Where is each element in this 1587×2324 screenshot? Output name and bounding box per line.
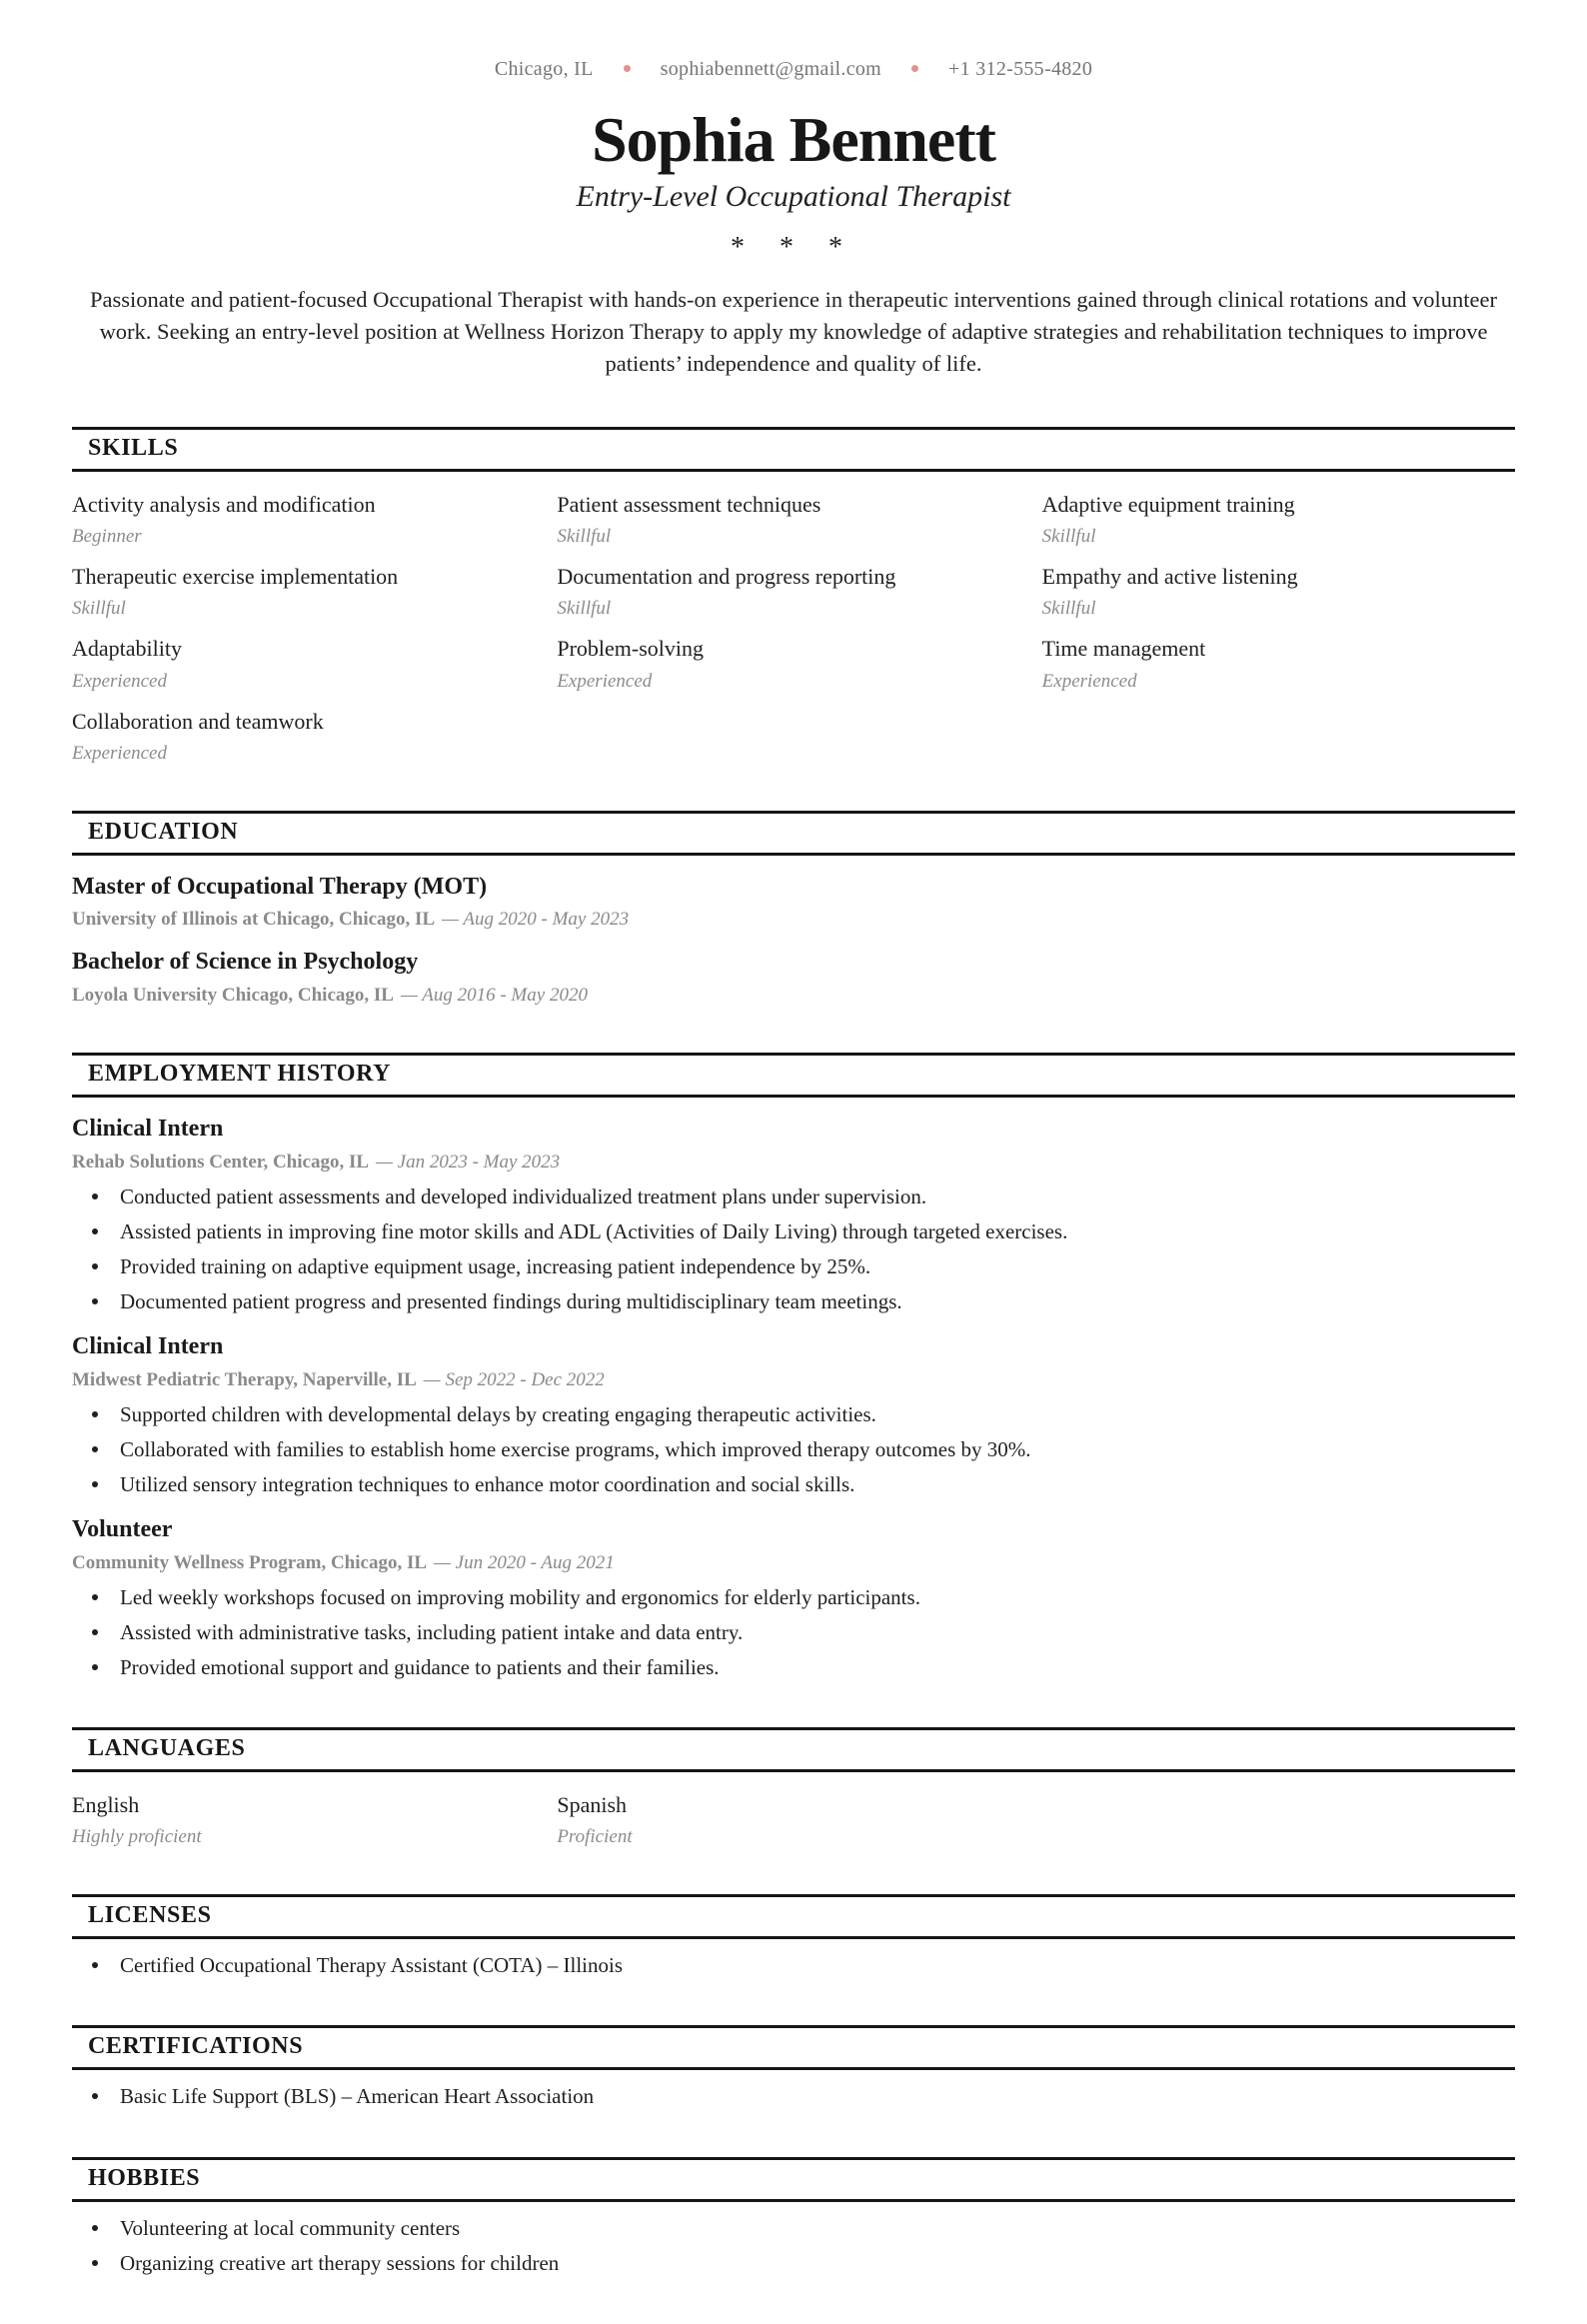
language-name: English (72, 1792, 140, 1818)
skill-level: Beginner (72, 525, 142, 547)
hobby-item: Volunteering at local community centers (72, 2214, 1515, 2242)
contact-email: sophiabennett@gmail.com (660, 58, 882, 80)
skill-name: Empathy and active listening (1041, 563, 1298, 589)
skill-item (557, 636, 1029, 692)
certifications-section (72, 2025, 1515, 2110)
job-bullet: Conducted patient assessments and developed individualized treatment plans under supervision. (72, 1182, 1515, 1210)
section-header-certifications (72, 2025, 1515, 2070)
employment-section (72, 1053, 1515, 1681)
education-meta (72, 985, 1515, 1007)
section-title: EDUCATION (88, 818, 239, 845)
school-name: University of Illinois at Chicago, Chicago, IL (72, 909, 436, 931)
school-name: Loyola University Chicago, Chicago, IL (72, 985, 394, 1006)
job-bullet: Provided training on adaptive equipment usage, increasing patient independence by 25%. (72, 1252, 1515, 1280)
skill-level: Skillful (1041, 598, 1096, 620)
skill-level: Skillful (1041, 525, 1096, 547)
job-bullet: Assisted patients in improving fine motor skills and ADL (Activities of Daily Living) through targeted exercises. (72, 1217, 1515, 1245)
education-list (72, 874, 1515, 1007)
education-entry (72, 949, 1515, 1007)
job-bullet: Documented patient progress and presented findings during multidisciplinary team meetings. (72, 1287, 1515, 1315)
skill-item (1042, 636, 1515, 692)
job-meta (72, 1152, 1515, 1173)
job-bullet: Assisted with administrative tasks, including patient intake and data entry. (72, 1618, 1515, 1646)
education-entry (72, 874, 1515, 932)
section-title: CERTIFICATIONS (88, 2033, 304, 2060)
job-meta (72, 1369, 1515, 1391)
candidate-role-title: Entry-Level Occupational Therapist (576, 180, 1011, 214)
licenses-section (72, 1894, 1515, 1979)
job-title: Clinical Intern (72, 1333, 224, 1360)
job-meta (72, 1552, 1515, 1574)
job-entry (72, 1333, 1515, 1498)
skill-name: Adaptive equipment training (1041, 491, 1295, 517)
job-bullet: Provided emotional support and guidance to patients and their families. (72, 1653, 1515, 1681)
section-title: LANGUAGES (88, 1735, 246, 1762)
skill-name: Therapeutic exercise implementation (72, 563, 399, 589)
skill-level: Skillful (557, 598, 612, 620)
job-bullet-list (72, 1182, 1515, 1316)
licenses-list (72, 1951, 1515, 1979)
job-entry (72, 1116, 1515, 1315)
skill-name: Collaboration and teamwork (72, 708, 324, 734)
skill-level: Experienced (72, 670, 167, 692)
section-title: EMPLOYMENT HISTORY (88, 1061, 392, 1087)
language-item (557, 1792, 1029, 1848)
skill-level: Experienced (1041, 670, 1137, 692)
skill-level: Skillful (72, 598, 126, 620)
language-name: Spanish (557, 1792, 628, 1818)
education-section (72, 811, 1515, 1007)
job-org: Rehab Solutions Center, Chicago, IL (72, 1151, 370, 1172)
skill-name: Problem-solving (557, 636, 704, 662)
job-title: Clinical Intern (72, 1116, 224, 1142)
job-bullet: Supported children with developmental delays by creating engaging therapeutic activities. (72, 1400, 1515, 1428)
language-item (72, 1792, 545, 1848)
job-org: Community Wellness Program, Chicago, IL (72, 1551, 428, 1573)
skill-item (72, 709, 545, 765)
skill-name: Documentation and progress reporting (557, 563, 896, 589)
languages-grid (72, 1792, 1515, 1848)
license-item: Certified Occupational Therapy Assistant (COTA) – Illinois (72, 1951, 1515, 1979)
skill-name: Activity analysis and modification (72, 491, 376, 517)
candidate-name: Sophia Bennett (592, 104, 995, 175)
certification-item: Basic Life Support (BLS) – American Heart Association (72, 2082, 1515, 2110)
section-title: HOBBIES (88, 2164, 201, 2191)
section-header-employment (72, 1053, 1515, 1098)
profile-summary: Passionate and patient-focused Occupational Therapist with hands-on experience in therapeutic interventions gained through clinical rotations and volunteer work. Seeking an entry-level position at Wellness Horizon Therapy to apply my knowledge of adaptive strategies and rehabilitation techniques to improve patients’ independence and quality of life. (90, 287, 1497, 377)
education-dates: — Aug 2016 - May 2020 (400, 985, 588, 1006)
skill-item (1042, 492, 1515, 548)
skill-item (72, 564, 545, 620)
job-dates: — Jun 2020 - Aug 2021 (434, 1551, 615, 1573)
job-bullet-list (72, 1583, 1515, 1681)
contact-separator-dot-icon (624, 65, 631, 72)
skill-item (557, 492, 1029, 548)
job-title: Volunteer (72, 1516, 173, 1543)
section-header-hobbies (72, 2157, 1515, 2202)
degree-title: Master of Occupational Therapy (MOT) (72, 873, 488, 900)
job-entry (72, 1516, 1515, 1681)
skill-item (72, 636, 545, 692)
job-dates: — Sep 2022 - Dec 2022 (423, 1368, 605, 1390)
asterisk-ornament: * * * (731, 232, 856, 264)
contact-line (72, 58, 1515, 81)
skills-section (72, 427, 1515, 765)
job-bullet: Utilized sensory integration techniques to enhance motor coordination and social skills. (72, 1470, 1515, 1498)
hobby-item: Organizing creative art therapy sessions for children (72, 2249, 1515, 2277)
language-level: Proficient (557, 1826, 633, 1848)
section-header-languages (72, 1727, 1515, 1772)
skill-item (557, 564, 1029, 620)
job-bullet: Collaborated with families to establish home exercise programs, which improved therapy outcomes by 30%. (72, 1435, 1515, 1463)
education-dates: — Aug 2020 - May 2023 (442, 909, 630, 931)
hobbies-list (72, 2214, 1515, 2277)
skill-item (1042, 564, 1515, 620)
section-title: LICENSES (88, 1902, 212, 1929)
contact-separator-dot-icon (911, 65, 918, 72)
skill-name: Time management (1041, 636, 1206, 662)
language-level: Highly proficient (72, 1826, 202, 1848)
languages-section (72, 1727, 1515, 1848)
skill-level: Skillful (557, 525, 612, 547)
section-title: SKILLS (88, 434, 179, 461)
degree-title: Bachelor of Science in Psychology (72, 949, 419, 976)
section-header-education (72, 811, 1515, 856)
job-org: Midwest Pediatric Therapy, Naperville, IL (72, 1368, 417, 1390)
education-meta (72, 909, 1515, 931)
contact-phone: +1 312-555-4820 (948, 58, 1093, 80)
certifications-list (72, 2082, 1515, 2110)
contact-location: Chicago, IL (494, 58, 594, 80)
skills-grid (72, 492, 1515, 765)
section-header-licenses (72, 1894, 1515, 1939)
skill-level: Experienced (557, 670, 653, 692)
skill-name: Adaptability (72, 636, 182, 662)
section-header-skills (72, 427, 1515, 472)
job-dates: — Jan 2023 - May 2023 (376, 1151, 561, 1172)
skill-level: Experienced (72, 742, 167, 764)
job-bullet-list (72, 1400, 1515, 1498)
skill-name: Patient assessment techniques (557, 491, 821, 517)
hobbies-section (72, 2157, 1515, 2277)
job-bullet: Led weekly workshops focused on improving mobility and ergonomics for elderly participants. (72, 1583, 1515, 1611)
skill-item (72, 492, 545, 548)
